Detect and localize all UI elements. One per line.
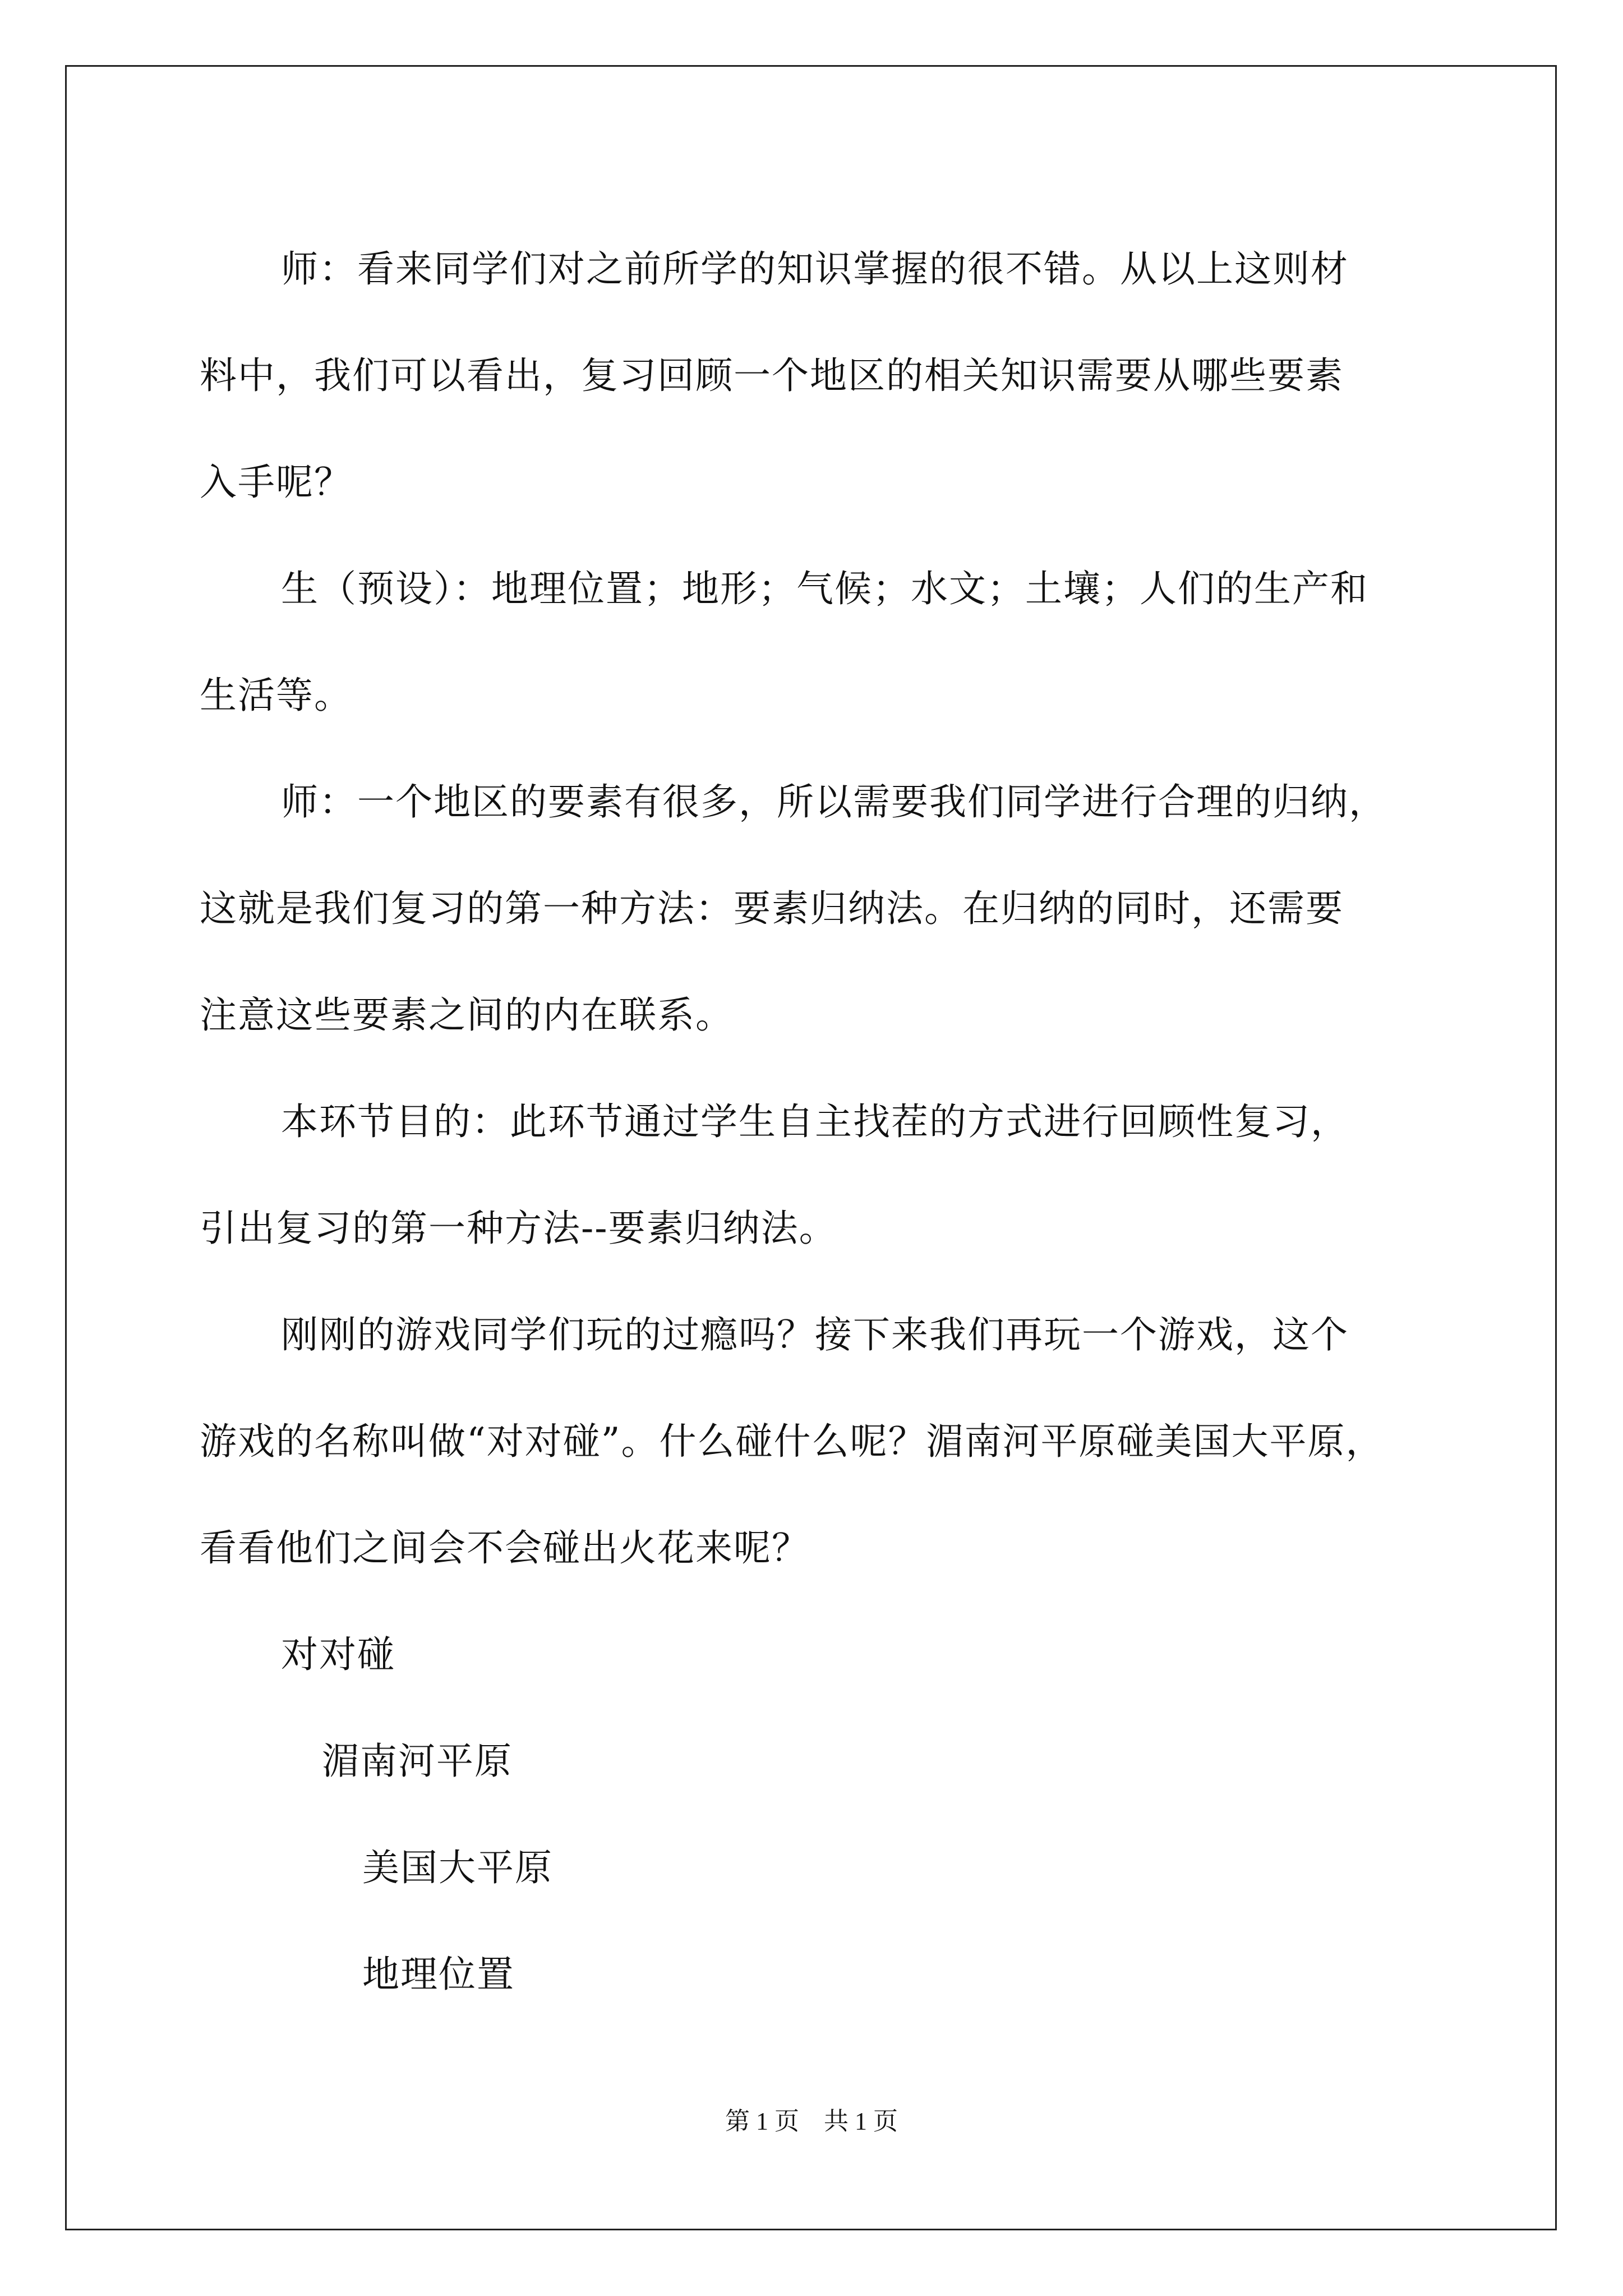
text-line: 刚刚的游戏同学们玩的过瘾吗？接下来我们再玩一个游戏，这个 <box>281 1313 1349 1356</box>
paragraph-teacher-2 <box>200 749 1433 1069</box>
game-item: 湄南河平原 <box>322 1740 513 1783</box>
page-footer <box>0 2101 1623 2137</box>
text-line: 生活等。 <box>200 674 352 717</box>
game-item: 地理位置 <box>362 1953 515 1996</box>
game-title: 对对碰 <box>281 1633 395 1676</box>
paragraph-game-intro <box>200 1282 1433 1602</box>
text-line: 师：一个地区的要素有很多，所以需要我们同学进行合理的归纳， <box>281 780 1387 823</box>
page-number: 第 1 页 共 1 页 <box>725 2108 898 2135</box>
text-line: 注意这些要素之间的内在联系。 <box>200 993 734 1037</box>
text-line: 引出复习的第一种方法--要素归纳法。 <box>200 1207 837 1250</box>
game-item: 美国大平原 <box>362 1846 553 1889</box>
text-line: 这就是我们复习的第一种方法：要素归纳法。在归纳的同时，还需要 <box>200 887 1344 930</box>
paragraph-student <box>200 536 1433 749</box>
paragraph-teacher-1 <box>200 216 1433 536</box>
text-line: 看看他们之间会不会碰出火花来呢？ <box>200 1526 810 1570</box>
text-line: 入手呢？ <box>200 461 352 504</box>
text-line: 生（预设）：地理位置；地形；气候；水文；土壤；人们的生产和 <box>281 567 1368 610</box>
text-line: 料中，我们可以看出，复习回顾一个地区的相关知识需要从哪些要素 <box>200 354 1344 397</box>
paragraph-purpose <box>200 1069 1433 1282</box>
text-line: 游戏的名称叫做“对对碰”。什么碰什么呢？湄南河平原碰美国大平原， <box>200 1420 1384 1463</box>
document-body <box>200 216 1433 2028</box>
text-line: 本环节目的：此环节通过学生自主找茬的方式进行回顾性复习， <box>281 1100 1349 1143</box>
text-line: 师：看来同学们对之前所学的知识掌握的很不错。从以上这则材 <box>281 247 1349 291</box>
